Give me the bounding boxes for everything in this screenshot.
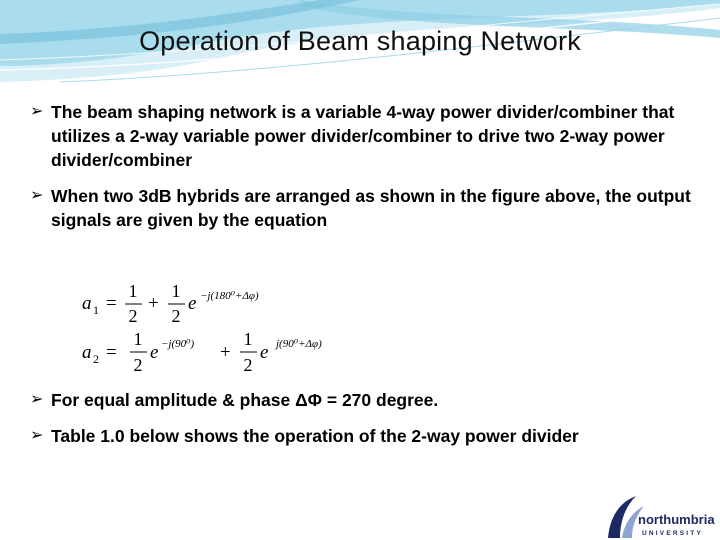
logo-name: northumbria xyxy=(638,512,715,527)
slide-title: Operation of Beam shaping Network xyxy=(139,26,581,56)
eq1-t2-den: 2 xyxy=(171,306,181,326)
arrow-bullet-icon: ➢ xyxy=(30,103,44,120)
bullet-item xyxy=(30,388,438,412)
bullet-item xyxy=(30,424,579,448)
bullet-text: When two 3dB hybrids are arranged as shown in the figure above, the output signals are given by the equation xyxy=(51,186,691,230)
svg-text:e: e xyxy=(260,342,269,363)
eq2-lhs-sub: 2 xyxy=(93,352,99,366)
eq2-t2-den: 2 xyxy=(243,355,253,375)
logo-subtext: UNIVERSITY xyxy=(642,530,704,537)
eq2-t2-num: 1 xyxy=(243,329,253,349)
svg-text:+: + xyxy=(148,293,159,314)
bullet-item xyxy=(30,100,700,172)
bullet-text: The beam shaping network is a variable 4-way power divider/combiner that utilizes a 2-way variable power divider/combiner to drive two 2-way power divider/combiner xyxy=(51,102,675,170)
eq2-exponent-1: −j(90⁰) xyxy=(161,338,195,350)
eq2-t1-num: 1 xyxy=(133,329,143,349)
eq1-exp-base: e xyxy=(188,293,197,314)
eq1-t2-num: 1 xyxy=(171,281,181,301)
eq2-exponent-2: j(90⁰+Δφ) xyxy=(276,338,322,350)
svg-text:+: + xyxy=(220,342,231,363)
arrow-bullet-icon: ➢ xyxy=(30,427,44,444)
eq1-lhs-sub: 1 xyxy=(93,303,99,317)
svg-text:e: e xyxy=(150,342,159,363)
northumbria-logo xyxy=(606,494,720,540)
output-equations xyxy=(80,275,380,380)
eq2-t1-den: 2 xyxy=(133,355,143,375)
eq1-lhs: a xyxy=(82,293,92,314)
svg-text:=: = xyxy=(106,293,117,314)
arrow-bullet-icon: ➢ xyxy=(30,391,44,408)
bullet-item xyxy=(30,184,700,232)
arrow-bullet-icon: ➢ xyxy=(30,187,44,204)
eq1-t1-num: 1 xyxy=(128,281,138,301)
eq1-exponent: −j(180⁰+Δφ) xyxy=(200,290,259,302)
bullet-text: Table 1.0 below shows the operation of the 2-way power divider xyxy=(51,426,579,446)
bullet-text: For equal amplitude & phase ΔΦ = 270 degree. xyxy=(51,390,439,410)
eq2-lhs: a xyxy=(82,342,92,363)
eq1-t1-den: 2 xyxy=(128,306,138,326)
equation-a1 xyxy=(82,281,259,326)
equation-a2 xyxy=(82,329,322,375)
svg-text:=: = xyxy=(106,342,117,363)
